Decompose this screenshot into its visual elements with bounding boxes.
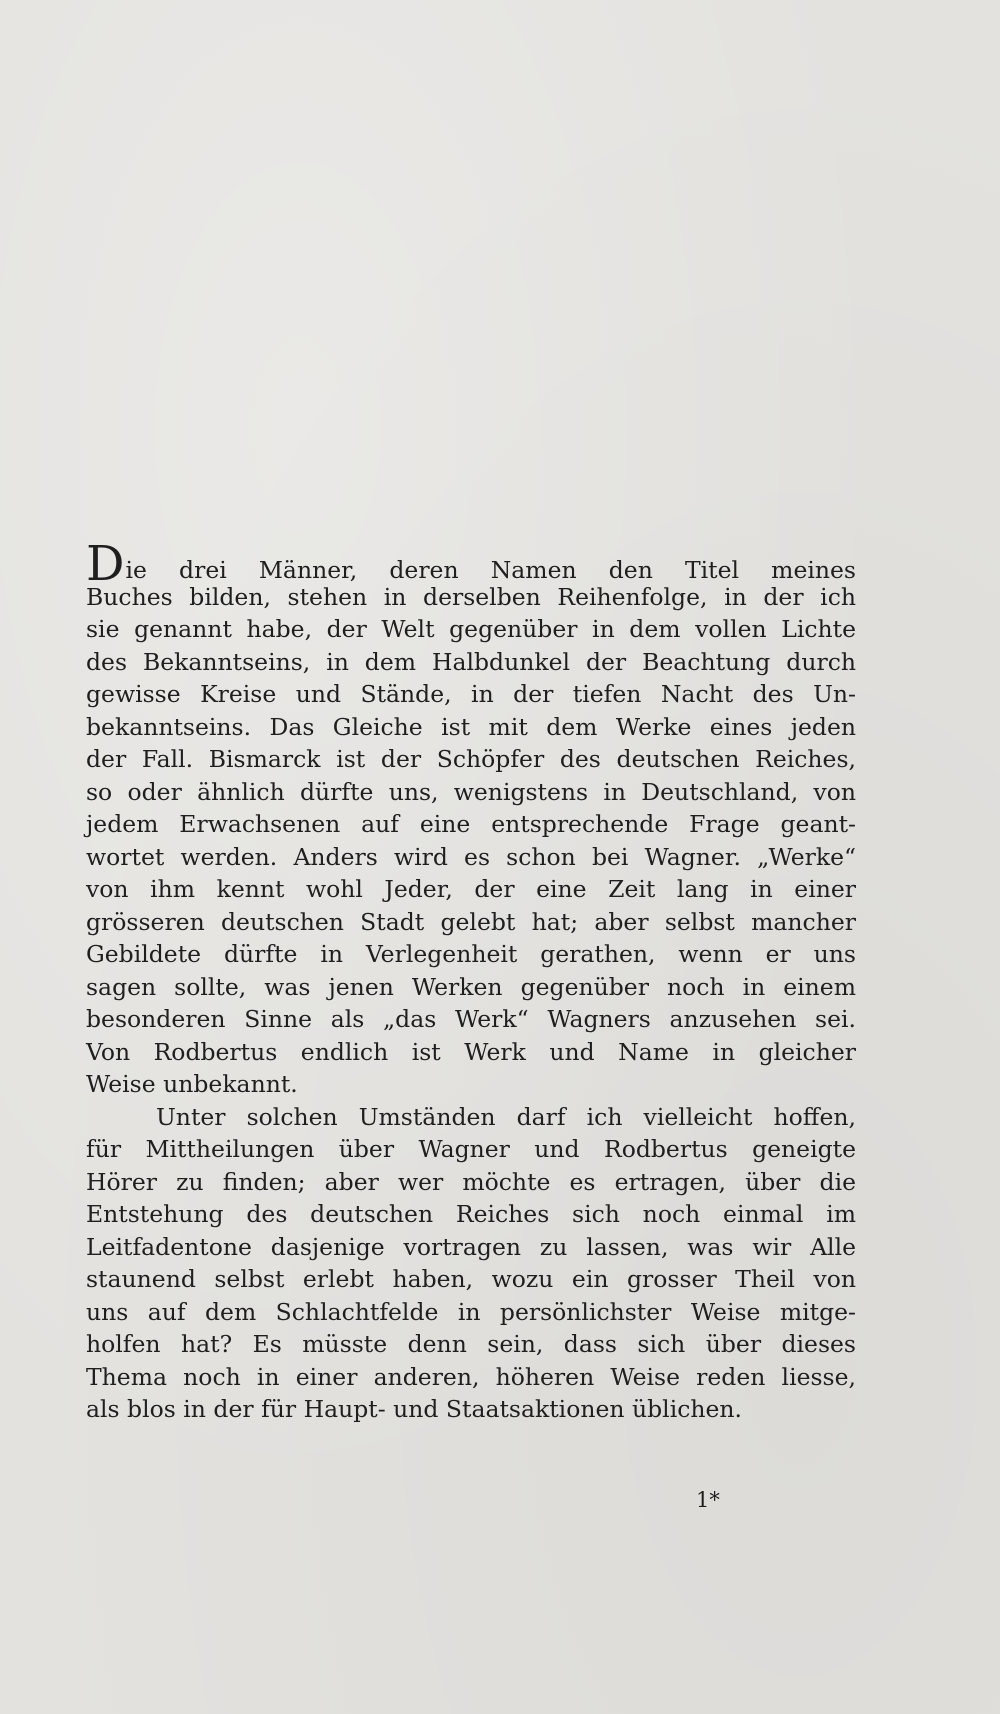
text-line: Entstehung des deutschen Reiches sich noch einmal im <box>86 1200 856 1228</box>
text-line: als blos in der für Haupt- und Staatsaktionen üblichen. <box>86 1395 743 1423</box>
text-line: jedem Erwachsenen auf eine entsprechende Frage geant- <box>86 810 856 838</box>
drop-cap: D <box>86 536 125 592</box>
text-line: uns auf dem Schlachtfelde in persönlichster Weise mitge- <box>86 1297 856 1326</box>
text-line: Weise unbekannt. <box>86 1070 298 1098</box>
text-line: Die drei Männer, deren Namen den Titel meines <box>86 536 856 592</box>
text-line: für Mittheilungen über Wagner und Rodbertus geneigte <box>86 1135 856 1163</box>
signature-mark: 1* <box>696 1488 720 1512</box>
text-line: besonderen Sinne als „das Werk“ Wagners anzusehen sei. <box>86 1005 856 1033</box>
text-line: des Bekanntseins, in dem Halbdunkel der Beachtung durch <box>86 647 856 676</box>
text-line: wortet werden. Anders wird es schon bei Wagner. „Werke“ <box>86 842 856 871</box>
text-line: staunend selbst erlebt haben, wozu ein grosser Theil von <box>86 1265 856 1293</box>
text-line: Hörer zu finden; aber wer möchte es ertragen, über die <box>86 1167 856 1196</box>
text-line: gewisse Kreise und Stände, in der tiefen Nacht des Un- <box>86 680 856 708</box>
body-text <box>86 536 856 1426</box>
text-line: bekanntseins. Das Gleiche ist mit dem Werke eines jeden <box>86 712 856 741</box>
text-line: Thema noch in einer anderen, höheren Weise reden liesse, <box>86 1362 856 1391</box>
text-line: von ihm kennt wohl Jeder, der eine Zeit lang in einer <box>86 875 856 903</box>
text-line: der Fall. Bismarck ist der Schöpfer des deutschen Reiches, <box>86 745 856 773</box>
paragraph-2 <box>86 1101 856 1426</box>
text-line: grösseren deutschen Stadt gelebt hat; aber selbst mancher <box>86 907 856 936</box>
text-line: Von Rodbertus endlich ist Werk und Name in gleicher <box>86 1037 856 1066</box>
text-line: Buches bilden, stehen in derselben Reihenfolge, in der ich <box>86 582 856 611</box>
text-line: Unter solchen Umständen darf ich vielleicht hoffen, <box>156 1102 856 1131</box>
text-line: Leitfadentone dasjenige vortragen zu lassen, was wir Alle <box>86 1232 856 1261</box>
text-line: sie genannt habe, der Welt gegenüber in dem vollen Lichte <box>86 615 856 643</box>
paragraph-1 <box>86 536 856 1101</box>
text-line: so oder ähnlich dürfte uns, wenigstens in Deutschland, von <box>86 777 856 806</box>
text-line: Gebildete dürfte in Verlegenheit gerathen, wenn er uns <box>86 940 856 968</box>
text-line: sagen sollte, was jenen Werken gegenüber noch in einem <box>86 972 856 1001</box>
text-line: holfen hat? Es müsste denn sein, dass sich über dieses <box>86 1330 856 1358</box>
